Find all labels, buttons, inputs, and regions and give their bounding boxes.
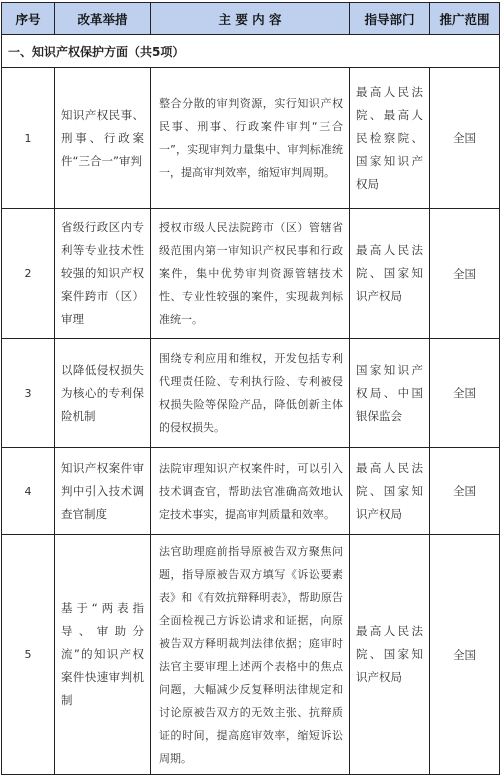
header-measure: 改革举措 — [55, 3, 151, 35]
row-content: 围绕专利应用和维权，开发包括专利代理责任险、专利执行险、专利被侵权损失险等保险产品，降低创新主体的侵权损失。 — [159, 352, 343, 434]
row-scope: 全国 — [430, 68, 500, 209]
row-scope: 全国 — [430, 448, 500, 535]
row-scope: 全国 — [430, 535, 500, 775]
header-scope: 推广范围 — [430, 3, 500, 35]
row-dept: 最高人民法院、国家知识产权局 — [356, 624, 423, 684]
row-scope: 全国 — [430, 339, 500, 448]
row-dept: 最高人民法院、最高人民检察院、国家知识产权局 — [356, 84, 423, 191]
table-header-row — [2, 3, 500, 35]
row-num: 3 — [2, 339, 55, 448]
row-measure: 以降低侵权损失为核心的专利保险机制 — [61, 362, 144, 423]
row-dept: 最高人民法院、国家知识产权局 — [356, 243, 423, 303]
header-content: 主 要 内 容 — [151, 3, 350, 35]
row-num: 1 — [2, 68, 55, 209]
row-measure: 知识产权案件审判中引入技术调查官制度 — [61, 460, 144, 521]
row-dept: 国家知识产权局、中国银保监会 — [356, 362, 423, 423]
row-measure: 知识产权民事、刑事、行政案件“三合一”审判 — [61, 107, 144, 168]
row-content: 授权市级人民法院跨市（区）管辖省级范围内第一审知识产权民事和行政案件，集中优势审判资源管辖技术性、专业性较强的案件，实现裁判标准统一。 — [159, 221, 343, 326]
row-num: 2 — [2, 209, 55, 339]
table-row — [2, 448, 500, 535]
row-measure: 基于“两表指导、审助分流”的知识产权案件快速审判机制 — [61, 601, 144, 707]
row-num: 4 — [2, 448, 55, 535]
reform-measures-table — [1, 2, 500, 775]
row-content: 法官助理庭前指导原被告双方聚焦问题，指导原被告双方填写《诉讼要素表》和《有效抗辩释明表》，帮助原告全面检视己方诉讼请求和证据，向原被告双方释明裁判法律依据；庭审时法官主要审理上述两个表格中的焦点问题，大幅减少反复释明法律规定和讨论原被告双方的无效主张、抗辩质证的时间，提高庭审效率，缩短诉讼周期。 — [159, 544, 343, 765]
row-num: 5 — [2, 535, 55, 775]
row-dept: 最高人民法院、国家知识产权局 — [356, 460, 423, 521]
table-row — [2, 68, 500, 209]
row-measure: 省级行政区内专利等专业技术性较强的知识产权案件跨市（区）审理 — [61, 220, 144, 326]
header-num: 序号 — [2, 3, 55, 35]
section-row — [2, 35, 500, 68]
table-row — [2, 535, 500, 775]
row-content: 法院审理知识产权案件时，可以引入技术调查官，帮助法官准确高效地认定技术事实，提高审判质量和效率。 — [159, 461, 343, 521]
header-dept: 指导部门 — [350, 3, 430, 35]
row-scope: 全国 — [430, 209, 500, 339]
row-content: 整合分散的审判资源，实行知识产权民事、刑事、行政案件审判“三合一”，实现审判力量集中、审判标准统一，提高审判效率，缩短审判周期。 — [159, 97, 343, 179]
table-row — [2, 209, 500, 339]
table-row — [2, 339, 500, 448]
section-title: 一、知识产权保护方面（共5项） — [2, 35, 500, 68]
